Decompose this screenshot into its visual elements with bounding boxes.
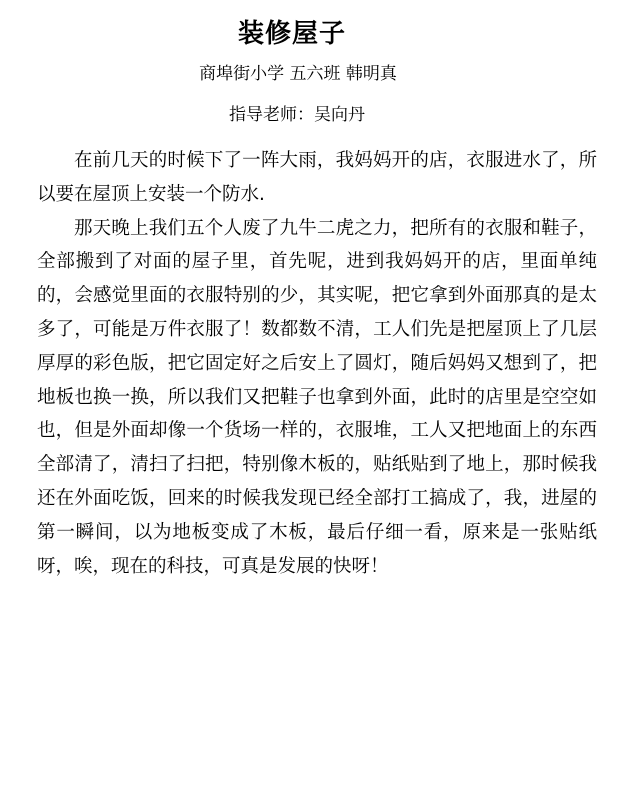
essay-title: 装修屋子 [237, 19, 346, 49]
paragraph-2: 那天晚上我们五个人废了九牛二虎之力，把所有的衣服和鞋子，全部搬到了对面的屋子里，首先呢，进到我妈妈开的店，里面单纯的，会感觉里面的衣服特别的少，其实呢，把它拿到外面那真的是太多了，可能是万件衣服了！数都数不清，工人们先是把屋顶上了几层厚厚的彩色版，把它固定好之后安上了圆灯，随后妈妈又想到了，把地板也换一换，所以我们又把鞋子也拿到外面，此时的店里是空空如也，但是外面却像一个货场一样的，衣服堆，工人又把地面上的东西全部清了，清扫了扫把，特别像木板的，贴纸贴到了地上，那时候我还在外面吃饭，回来的时候我发现已经全部打工搞成了，我，进屋的第一瞬间，以为地板变成了木板，最后仔细一看，原来是一张贴纸呀，唉，现在的科技，可真是发展的快呀！ [37, 217, 597, 577]
teacher-line: 指导老师：吴向丹 [229, 105, 365, 125]
author-byline: 商埠街小学 五六班 韩明真 [199, 64, 397, 84]
essay-body [37, 144, 597, 583]
paragraph-1: 在前几天的时候下了一阵大雨，我妈妈开的店，衣服进水了，所以要在屋顶上安装一个防水. [37, 150, 597, 205]
